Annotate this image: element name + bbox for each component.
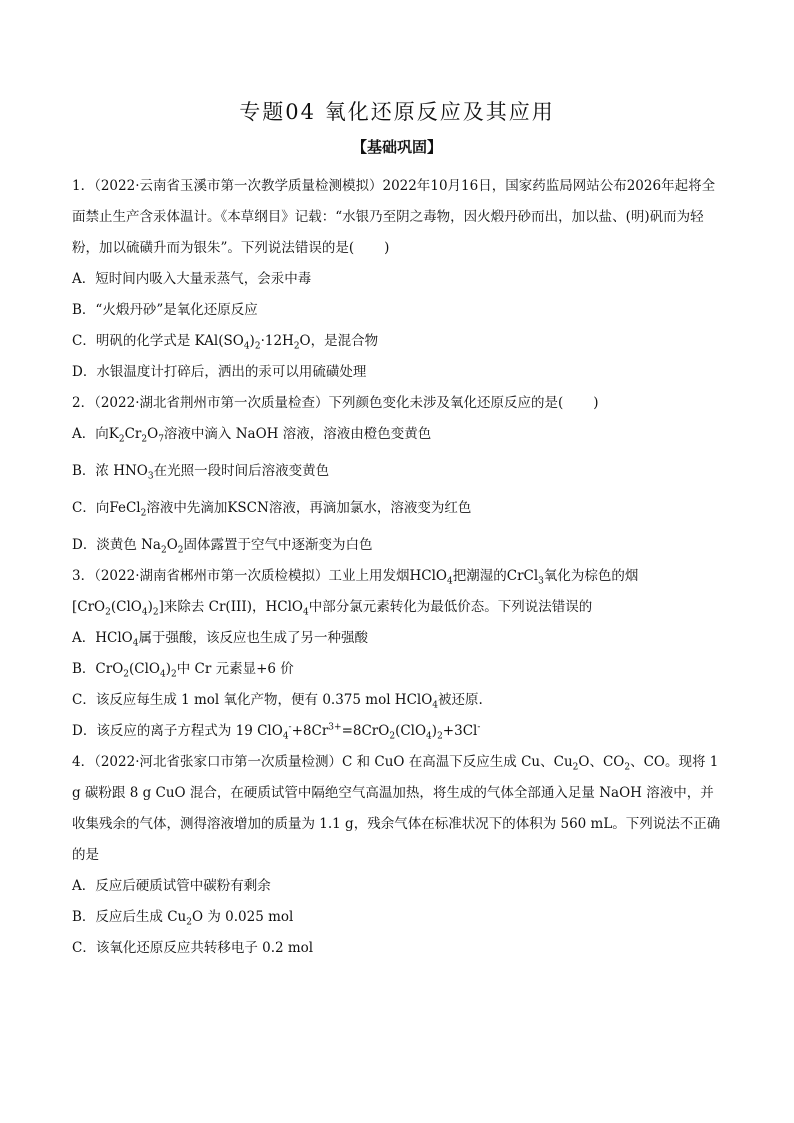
- question-1-option-c: C．明矾的化学式是 $KAl(SO_4)_2\cdot 12H_2O$，是混合物: [72, 333, 379, 352]
- question-2-option-b: B．浓 $HNO_3$在光照一段时间后溶液变黄色: [72, 463, 330, 482]
- question-3-stem: 3．（2022·湖南省郴州市第一次质检模拟）工业上用发烟HClO$_4$把潮湿的CrCl$_3$氧化为棕色的烟$[CrO_2(ClO_4)_2]$来除去 Cr(III)，HClO$_4$中部分氯元素转化为最低价态。下列说法错误的: [72, 568, 639, 618]
- question-4-option-b: B．反应后生成 $Cu_2O$ 为 0.025 mol: [72, 909, 294, 928]
- question-2-stem: 2．（2022·湖北省荆州市第一次质量检查）下列颜色变化未涉及氧化还原反应的是( ): [72, 395, 599, 411]
- question-1-option-b: B．“火煅丹砂”是氧化还原反应: [72, 302, 258, 318]
- question-4-option-a: A．反应后硬质试管中碳粉有剩余: [72, 878, 271, 894]
- question-2-option-c: C．向FeCl$_2$溶液中先滴加KSCN溶液，再滴加氯水，溶液变为红色: [72, 500, 472, 519]
- question-3-option-c: C．该反应每生成 1 mol 氧化产物，便有 0.375 mol HClO$_4$被还原.: [72, 692, 483, 711]
- question-1-option-d: D．水银温度计打碎后，洒出的汞可以用硫磺处理: [72, 364, 367, 380]
- question-4-stem: 4．（2022·河北省张家口市第一次质量检测）C 和 CuO 在高温下反应生成 Cu、$Cu_2O$、$CO_2$、CO。现将 1 g 碳粉跟 8 g CuO 混合，在硬质试管中隔绝空气高温加热，将生成的气体全部通入足量 NaOH 溶液中，并收集残余的气体，测得溶液增加的质量为 1.1 g，残余气体在标准状况下的体积为 560 mL。下列说法不正确的是: [72, 754, 721, 863]
- question-4-option-c: C．该氧化还原反应共转移电子 0.2 mol: [72, 940, 314, 956]
- question-2-option-d: D．淡黄色 $Na_2O_2$固体露置于空气中逐渐变为白色: [72, 537, 373, 556]
- question-2-option-a: A．向$K_2Cr_2O_7$溶液中滴入 NaOH 溶液，溶液由橙色变黄色: [72, 426, 432, 445]
- question-1-stem: 1．（2022·云南省玉溪市第一次教学质量检测模拟）2022年10月16日，国家药监局网站公布2026年起将全面禁止生产含汞体温计。《本草纲目》记载：“水银乃至阴之毒物，因火煅丹砂而出，加以盐、(明)矾而为轻粉，加以硫磺升而为银朱”。下列说法错误的是( ): [72, 178, 716, 256]
- page-title: 专题04 氧化还原反应及其应用: [239, 100, 555, 124]
- question-3-option-a: A．HClO$_4$属于强酸，该反应也生成了另一种强酸: [72, 630, 368, 649]
- section-heading: 【基础巩固】: [351, 138, 442, 156]
- question-3-option-d: D．该反应的离子方程式为 19 $ClO_4^-+8Cr^{3+}=8CrO_2(ClO_4)_2+3Cl^-$: [72, 722, 481, 742]
- question-1-option-a: A．短时间内吸入大量汞蒸气，会汞中毒: [72, 271, 312, 287]
- question-3-option-b: B．$CrO_2(ClO_4)_2$中 Cr 元素显+6 价: [72, 661, 294, 680]
